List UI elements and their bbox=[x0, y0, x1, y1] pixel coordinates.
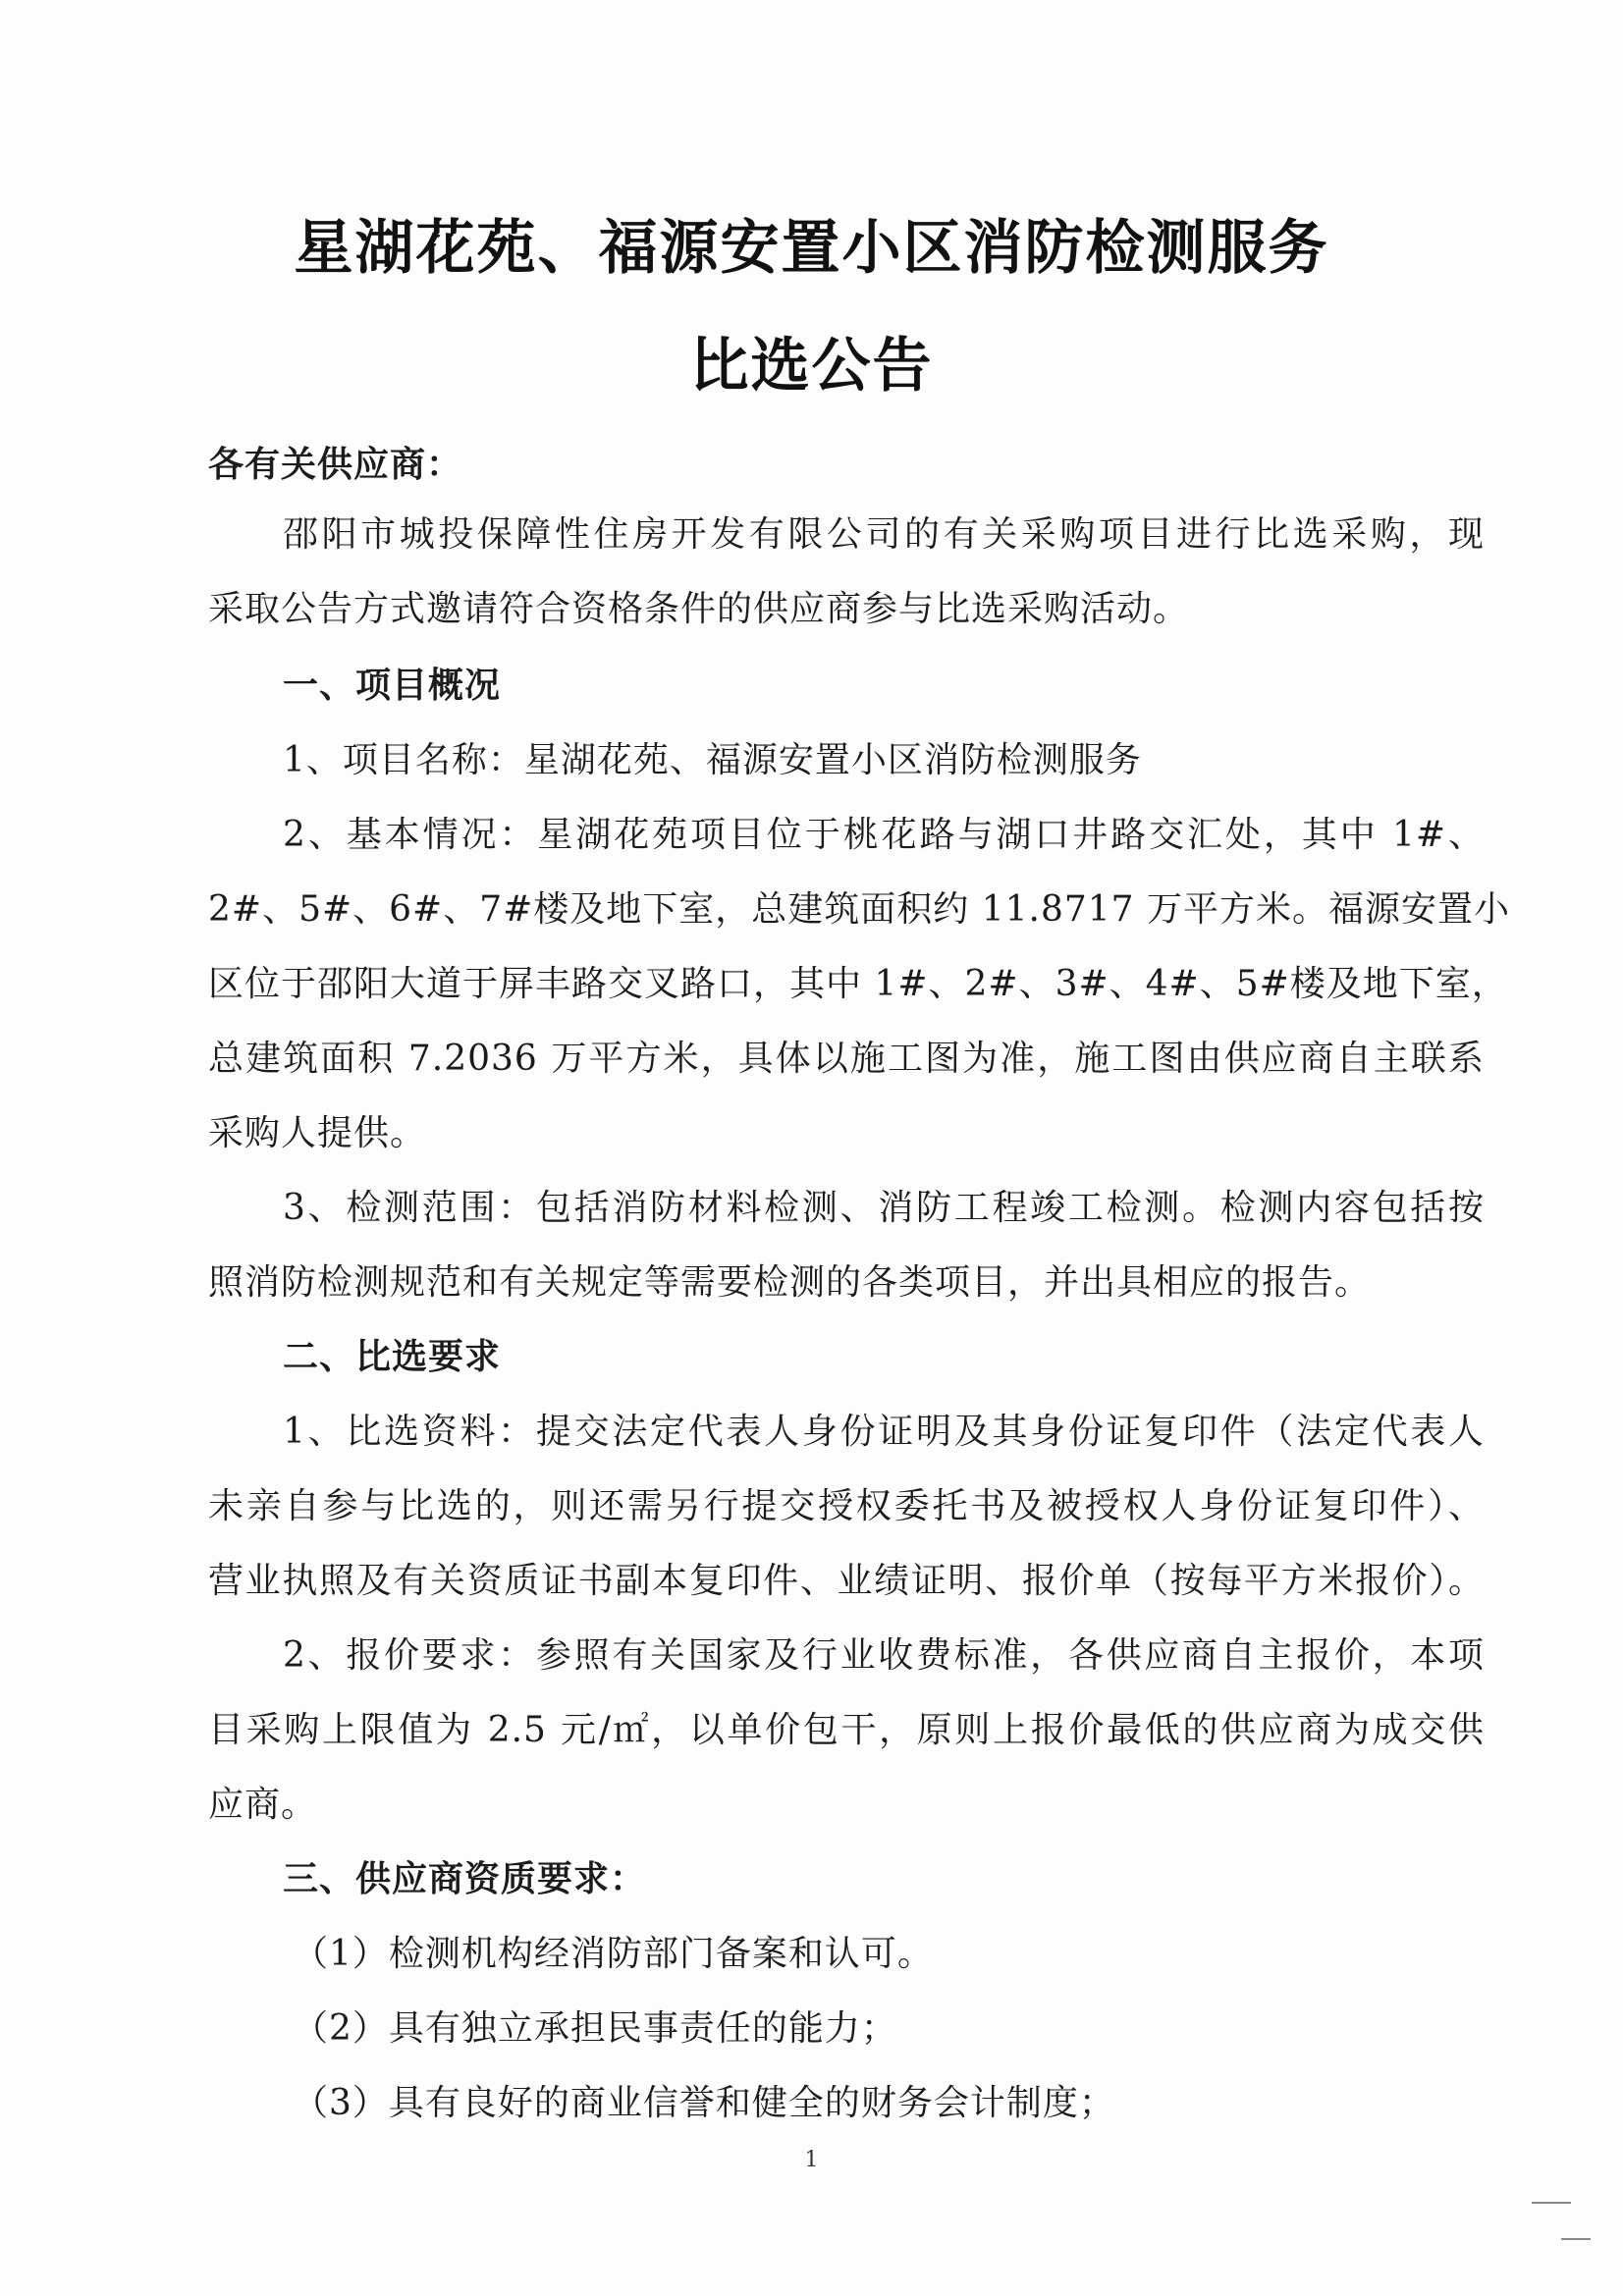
document-title: 星湖花苑、福源安置小区消防检测服务 bbox=[294, 214, 1329, 283]
section2-item2-line-3: 应商。 bbox=[208, 1785, 318, 1825]
section2-heading: 二、比选要求 bbox=[283, 1337, 502, 1377]
intro-line-1: 邵阳市城投保障性住房开发有限公司的有关采购项目进行比选采购，现 bbox=[283, 514, 1485, 555]
section2-item1-line-3: 营业执照及有关资质证书副本复印件、业绩证明、报价单（按每平方米报价）。 bbox=[208, 1561, 1485, 1601]
section2-item1-line-1: 1、比选资料：提交法定代表人身份证明及其身份证复印件（法定代表人 bbox=[283, 1412, 1485, 1452]
requirement-3: （3）具有良好的商业信誉和健全的财务会计制度； bbox=[293, 2083, 1115, 2123]
salutation: 各有关供应商： bbox=[208, 445, 463, 485]
scan-artifact-mark bbox=[1532, 2202, 1571, 2204]
section1-item2-line-1: 2、基本情况：星湖花苑项目位于桃花路与湖口井路交汇处，其中 1#、 bbox=[283, 815, 1485, 855]
scan-artifact-mark bbox=[1561, 2238, 1591, 2240]
page-number: 1 bbox=[804, 2148, 819, 2172]
section2-item2-line-2: 目采购上限值为 2.5 元/㎡，以单价包干，原则上报价最低的供应商为成交供 bbox=[208, 1710, 1485, 1750]
requirement-1: （1）检测机构经消防部门备案和认可。 bbox=[293, 1934, 934, 1974]
document-subtitle: 比选公告 bbox=[689, 332, 934, 400]
intro-line-2: 采取公告方式邀请符合资格条件的供应商参与比选采购活动。 bbox=[208, 589, 1190, 629]
section1-item2-line-4: 总建筑面积 7.2036 万平方米，具体以施工图为准，施工图由供应商自主联系 bbox=[208, 1039, 1485, 1079]
section1-item1: 1、项目名称：星湖花苑、福源安置小区消防检测服务 bbox=[283, 740, 1142, 780]
section3-heading: 三、供应商资质要求： bbox=[283, 1859, 647, 1899]
section1-item2-line-2: 2#、5#、6#、7#楼及地下室，总建筑面积约 11.8717 万平方米。福源安置小 bbox=[208, 889, 1511, 930]
section2-item2-line-1: 2、报价要求：参照有关国家及行业收费标准，各供应商自主报价，本项 bbox=[283, 1635, 1485, 1676]
section1-heading: 一、项目概况 bbox=[283, 666, 502, 706]
section1-item3-line-1: 3、检测范围：包括消防材料检测、消防工程竣工检测。检测内容包括按 bbox=[283, 1188, 1485, 1228]
section1-item2-line-3: 区位于邵阳大道于屏丰路交叉路口，其中 1#、2#、3#、4#、5#楼及地下室， bbox=[208, 964, 1508, 1004]
section2-item1-line-2: 未亲自参与比选的，则还需另行提交授权委托书及被授权人身份证复印件）、 bbox=[208, 1486, 1485, 1526]
requirement-2: （2）具有独立承担民事责任的能力； bbox=[293, 2008, 897, 2049]
section1-item3-line-2: 照消防检测规范和有关规定等需要检测的各类项目，并出具相应的报告。 bbox=[208, 1262, 1372, 1303]
section1-item2-line-5: 采购人提供。 bbox=[208, 1113, 427, 1153]
